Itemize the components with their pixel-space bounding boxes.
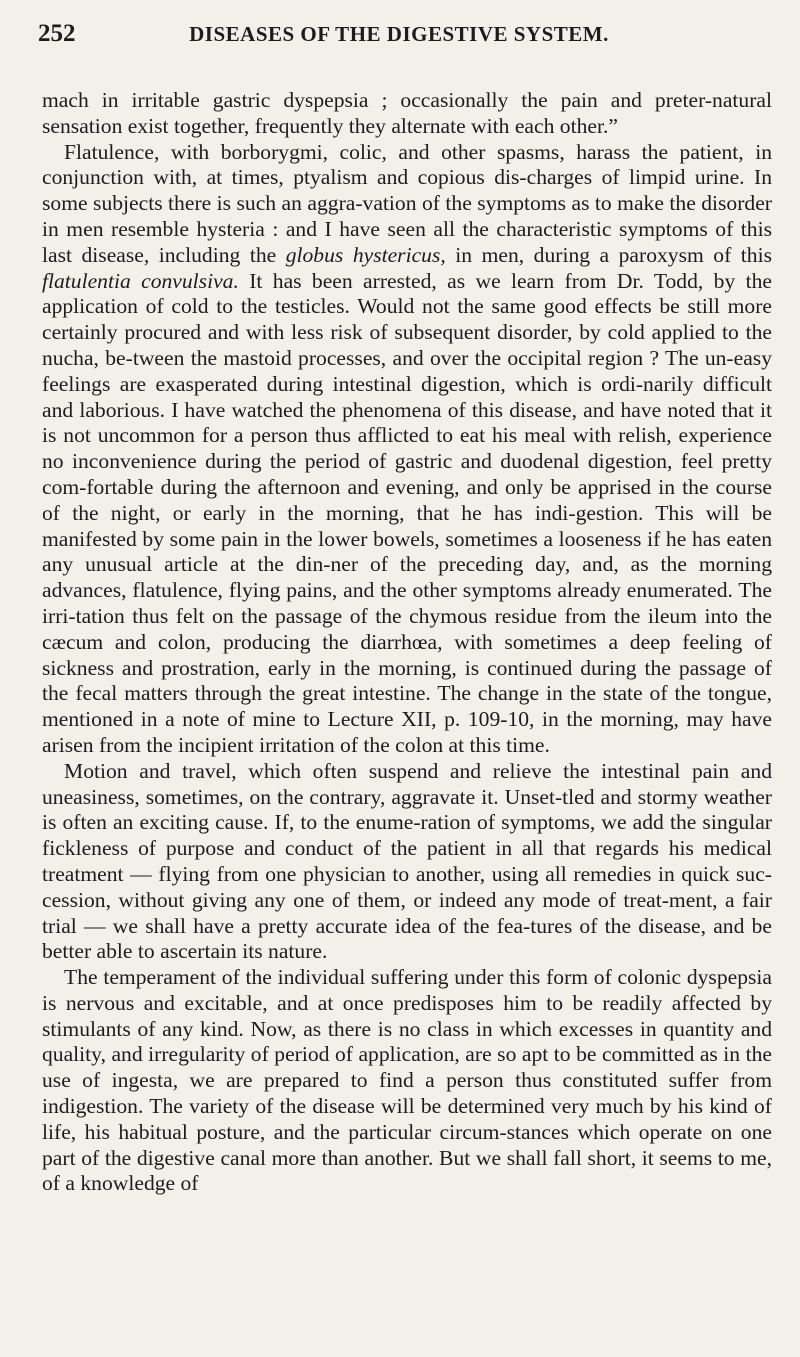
text-run: Flatulence, with borborygmi, colic, and other spasms, harass the patient, in conjunction with, at times, ptyalism and copious dis-charges of limpid urine. In some subjects there is such an aggra-vation of the symptoms as to make the disorder in men resemble hysteria : and I have seen all the characteristic symptoms of this last disease, including the — [42, 139, 772, 267]
paragraph — [42, 759, 772, 965]
text-run: mach in irritable gastric dyspepsia ; occasionally the pain and preter-natural sensation exist together, frequently they alternate with each other.” — [42, 88, 772, 138]
text-run: The temperament of the individual suffering under this form of colonic dyspepsia is nervous and excitable, and at once predisposes him to be readily affected by stimulants of any kind. Now, as there is no class in which excesses in quantity and quality, and irregularity of period of application, are so apt to be committed as in the use of ingesta, we are prepared to find a person thus constituted suffer from indigestion. The variety of the disease will be determined very much by his kind of life, his habitual posture, and the particular circum-stances which operate on one part of the digestive canal more than another. But we shall fall short, it seems to me, of a knowledge of — [42, 965, 772, 1196]
running-head: DISEASES OF THE DIGESTIVE SYSTEM. — [189, 22, 609, 46]
paragraph — [42, 88, 772, 140]
text-run: It has been arrested, as we learn from Dr. Todd, by the application of cold to the testicles. Would not the same good effects be still more certainly procured and with less risk of subsequent disorder, by cold applied to the nucha, be-tween the mastoid processes, and over the occipital region ? The un-easy feelings are exasperated during intestinal digestion, which is ordi-narily difficult and laborious. I have watched the phenomena of this disease, and have noted that it is not uncommon for a person thus afflicted to eat his meal with relish, experience no inconvenience during the period of gastric and duodenal digestion, feel pretty com-fortable during the afternoon and evening, and only be apprised in the course of the night, or early in the morning, that he has indi-gestion. This will be manifested by some pain in the lower bowels, sometimes a looseness if he has eaten any unusual article at the din-ner of the preceding day, and, as the morning advances, flatulence, flying pains, and the other symptoms already enumerated. The irri-tation thus felt on the passage of the chymous residue from the ileum into the cæcum and colon, producing the diarrhœa, with sometimes a deep feeling of sickness and prostration, early in the morning, is continued during the passage of the fecal matters through the great intestine. The change in the state of the tongue, mentioned in a note of mine to Lecture XII, p. 109-10, in the morning, may have arisen from the incipient irritation of the colon at this time. — [42, 268, 772, 757]
text-run: in men, during a paroxysm of this — [445, 242, 772, 267]
page-header — [38, 20, 760, 54]
paragraph — [42, 965, 772, 1197]
body-text — [42, 88, 772, 1197]
italic-phrase: globus hystericus, — [285, 242, 446, 267]
paragraph — [42, 140, 772, 759]
page-number: 252 — [38, 20, 76, 47]
text-run: Motion and travel, which often suspend and relieve the intestinal pain and uneasiness, sometimes, on the contrary, aggravate it. Unset-tled and stormy weather is often an exciting cause. If, to the enume-ration of symptoms, we add the singular fickleness of purpose and conduct of the patient in all that regards his medical treatment — flying from one physician to another, using all remedies in quick suc-cession, without giving any one of them, or indeed any mode of treat-ment, a fair trial — we shall have a pretty accurate idea of the fea-tures of the disease, and be better able to ascertain its nature. — [42, 758, 772, 964]
italic-phrase: flatulentia convulsiva. — [42, 268, 239, 293]
